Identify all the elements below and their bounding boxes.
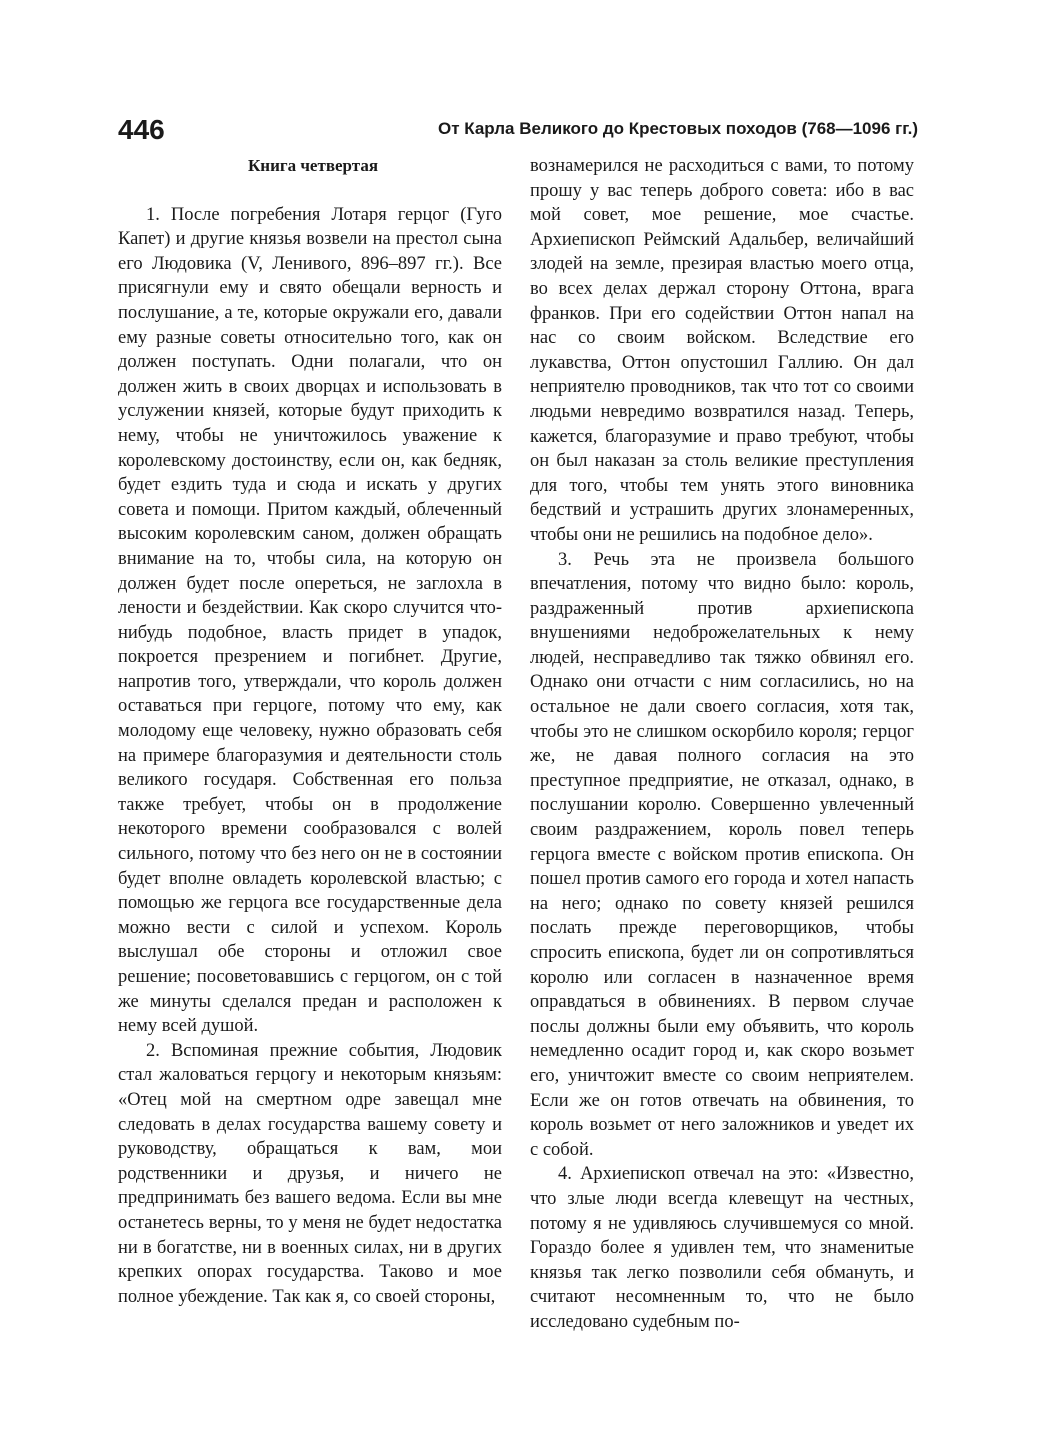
page-number: 446 <box>118 114 165 145</box>
page-header <box>118 112 918 148</box>
left-column <box>118 154 502 1309</box>
right-column <box>530 154 914 1335</box>
paragraph-2: 2. Вспоминая прежние события, Людовик стал жаловаться герцогу и некоторым князьям: «Отец мой на смертном одре завещал мне следовать в делах государства вашему совету и руководству, обращаться к вам, мои родственники и друзья, и ничего не предпринимать без вашего ведома. Если вы мне останетесь верны, то у меня не будет недостатка ни в богатстве, ни в военных силах, ни в других крепких опорах государства. Таково и мое полное убеждение. Так как я, со своей стороны, <box>118 1040 502 1307</box>
paragraph-1: 1. После погребения Лотаря герцог (Гуго Капет) и другие князья возвели на престол сына его Людовика (V, Ленивого, 896–897 гг.). Все присягнули ему и свято обещали верность и послушание, а те, которые окружали его, давали ему разные советы относительно того, как он должен поступать. Одни полагали, что он должен жить в своих дворцах и использовать в услужении князей, которые будут приходить к нему, чтобы не уничтожилось уважение к королевскому достоинству, если он, как бедняк, будет ездить туда и сюда и искать у других совета и помощи. Притом каждый, облеченный высоким королевским саном, должен обращать внимание на то, чтобы сила, на которую он должен будет после опереться, не заглохла в лености и бездействии. Как скоро случится что-нибудь подобное, власть придет в упадок, покроется презрением и погибнет. Другие, напротив того, утверждали, что король должен оставаться при герцоге, потому что ему, как молодому еще человеку, нужно образовать себя на примере благоразумия и деятельности столь великого государя. Собственная его польза также требует, чтобы он в продолжение некоторого времени сообразовался с волей сильного, потому что без него он не в состоянии будет вполне овладеть королевской властью; с помощью же герцога все государственные дела можно вести с силой и успехом. Король выслушал обе стороны и отложил свое решение; посоветовавшись с герцогом, он с той же минуты сделался предан и расположен к нему всей душой. <box>118 204 502 1037</box>
paragraph-4: 4. Архиепископ отвечал на это: «Известно, что злые люди всегда клевещут на честных, потому я не удивляюсь случившемуся со мной. Гораздо более я удивлен тем, что знаменитые князья так легко позволили себя обмануть, и считают несомненным то, что не было исследовано судебным по- <box>530 1164 914 1332</box>
paragraph-2-continuation: вознамерился не расходиться с вами, то потому прошу у вас теперь доброго совета: ибо в вас мой совет, мое решение, мое счастье. Архиепископ Реймский Адальбер, величайший злодей на земле, презирая властью моего отца, во всех делах держал сторону Оттона, врага франков. При его содействии Оттон напал на нас со своим войском. Вследствие его лукавства, Оттон опустошил Галлию. Он дал неприятелю проводников, так что тот со своими людьми невредимо возвратился назад. Теперь, кажется, благоразумие и право требуют, чтобы он был наказан за столь великие преступления для того, чтобы тем унять этого виновника бедствий и устрашить других злонамеренных, чтобы они не решились на подобное дело». <box>530 156 914 545</box>
chapter-title: Книга четвертая <box>247 156 379 175</box>
running-title: От Карла Великого до Крестовых походов (768—1096 гг.) <box>437 119 918 138</box>
paragraph-3: 3. Речь эта не произвела большого впечатления, потому что видно было: король, раздраженный против архиепископа внушениями недоброжелательных к нему людей, несправедливо так тяжко обвинял его. Однако они отчасти с ним согласились, но на остальное не дали своего согласия, хотя так, чтобы это не слишком оскорбило короля; герцог же, не давая полного согласия на это преступное предприятие, не отказал, однако, в послушании королю. Совершенно увлеченный своим раздражением, король повел теперь герцога вместе с войском против епископа. Он пошел против самого его города и хотел напасть на него; однако по совету князей решился послать прежде переговорщиков, чтобы спросить епископа, будет ли он сопротивляться королю или согласен в назначенное время оправдаться в обвинениях. В первом случае послы должны были ему объявить, что король немедленно осадит город и, как скоро возьмет его, уничтожит вместе со своим неприятелем. Если же он готов отвечать на обвинения, то король возьмет от него заложников и уведет их с собой. <box>530 549 914 1160</box>
